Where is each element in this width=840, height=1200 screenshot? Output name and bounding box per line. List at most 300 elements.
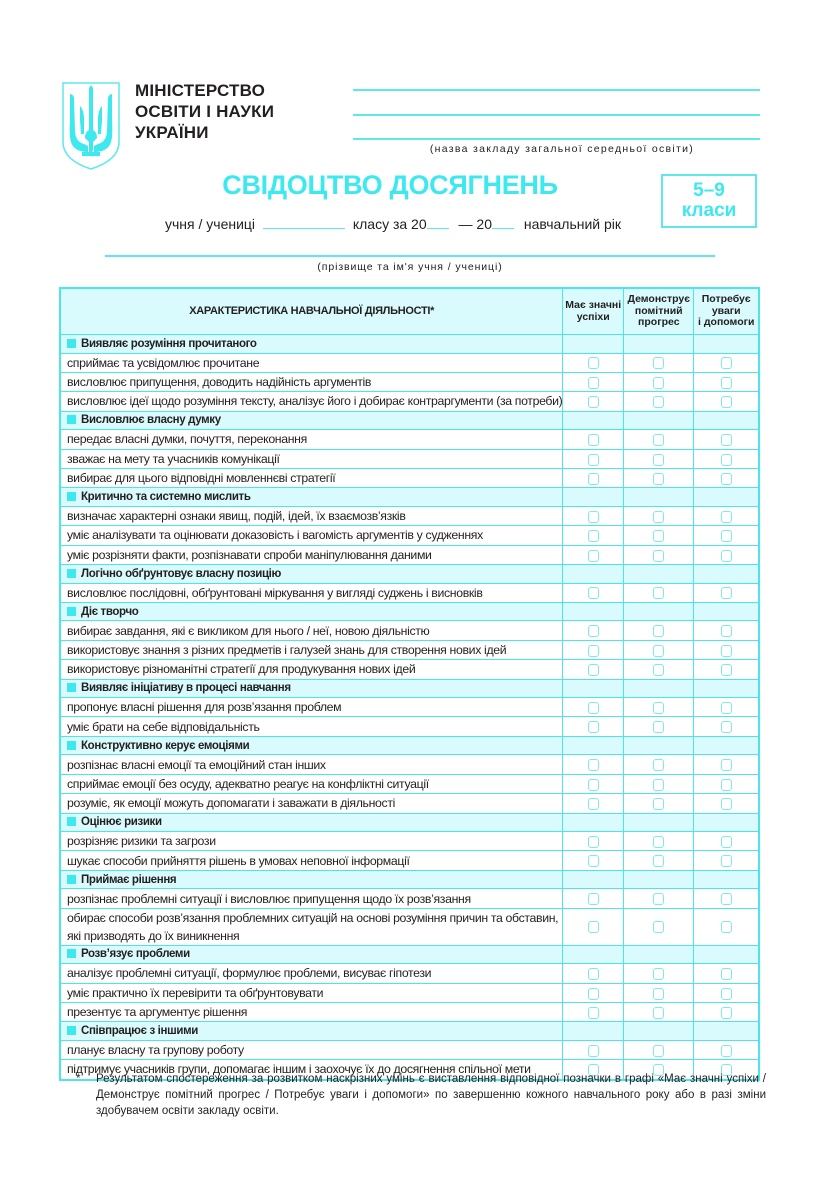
checkbox-noticeable-progress[interactable] (653, 550, 664, 562)
checkbox-cell (624, 889, 694, 908)
header-line: уваги (711, 304, 741, 317)
table-body (60, 335, 759, 1080)
checkbox-needs-help[interactable] (721, 357, 732, 369)
skill-description: сприймає та усвідомлює прочитане (60, 353, 563, 372)
table-row (60, 717, 759, 736)
checkbox-cell (694, 621, 759, 640)
checkbox-noticeable-progress[interactable] (653, 779, 664, 791)
square-bullet-icon (67, 415, 76, 424)
achievements-table (59, 287, 760, 1081)
checkbox-cell (563, 372, 624, 391)
section-row (60, 1022, 759, 1041)
section-title-cell (60, 335, 563, 354)
skill-description: висловлює ідеї щодо розуміння тексту, аналізує його і добирає контраргументи (за потреби) (60, 392, 563, 411)
section-empty-cell (694, 411, 759, 430)
checkbox-noticeable-progress[interactable] (653, 798, 664, 810)
ministry-line: ОСВІТИ І НАУКИ (135, 102, 275, 121)
grade-range-badge (661, 174, 757, 228)
checkbox-cell (563, 774, 624, 793)
checkbox-cell (694, 794, 759, 813)
section-empty-cell (563, 602, 624, 621)
section-empty-cell (694, 602, 759, 621)
checkbox-noticeable-progress[interactable] (653, 664, 664, 676)
skill-description: вибирає для цього відповідні мовленнєві стратегії (60, 468, 563, 487)
section-empty-cell (563, 335, 624, 354)
table-row (60, 889, 759, 908)
table-row (60, 449, 759, 468)
section-empty-cell (624, 411, 694, 430)
checkbox-cell (694, 392, 759, 411)
checkbox-significant-success[interactable] (588, 855, 599, 867)
square-bullet-icon (67, 817, 76, 826)
student-info-line (165, 216, 621, 232)
skill-description: розрізняє ризики та загрози (60, 832, 563, 851)
checkbox-significant-success[interactable] (588, 1045, 599, 1057)
grade-label: класи (681, 200, 737, 221)
checkbox-cell (563, 717, 624, 736)
skill-description: використовує різноманітні стратегії для продукування нових ідей (60, 660, 563, 679)
skill-description: планує власну та групову роботу (60, 1040, 563, 1059)
section-title-cell (60, 565, 563, 584)
checkbox-noticeable-progress[interactable] (653, 587, 664, 599)
checkbox-cell (624, 392, 694, 411)
checkbox-cell (624, 621, 694, 640)
checkbox-cell (563, 640, 624, 659)
section-empty-cell (563, 1022, 624, 1041)
checkbox-cell (624, 583, 694, 602)
checkbox-cell (694, 506, 759, 525)
section-title-cell (60, 870, 563, 889)
checkbox-cell (694, 964, 759, 983)
checkbox-cell (563, 964, 624, 983)
checkbox-cell (624, 964, 694, 983)
checkbox-cell (694, 545, 759, 564)
trident-emblem-icon (60, 80, 122, 172)
checkbox-cell (563, 430, 624, 449)
checkbox-cell (563, 1002, 624, 1021)
table-row (60, 698, 759, 717)
checkbox-significant-success[interactable] (588, 511, 599, 523)
checkbox-needs-help[interactable] (721, 645, 732, 657)
checkbox-needs-help[interactable] (721, 377, 732, 389)
section-row (60, 736, 759, 755)
skill-description: зважає на мету та учасників комунікації (60, 449, 563, 468)
checkbox-significant-success[interactable] (588, 798, 599, 810)
checkbox-cell (563, 621, 624, 640)
checkbox-significant-success[interactable] (588, 550, 599, 562)
section-empty-cell (624, 602, 694, 621)
table-row (60, 506, 759, 525)
student-name-line[interactable] (105, 255, 715, 257)
checkbox-needs-help[interactable] (721, 798, 732, 810)
section-title-cell (60, 736, 563, 755)
checkbox-needs-help[interactable] (721, 625, 732, 637)
table-row (60, 908, 759, 945)
section-row (60, 945, 759, 964)
checkbox-needs-help[interactable] (721, 473, 732, 485)
checkbox-significant-success[interactable] (588, 759, 599, 771)
checkbox-noticeable-progress[interactable] (653, 625, 664, 637)
skill-description: обирає способи розв’язання проблемних ситуацій на основі розуміння причин та обставин, які призводять до їх виникнення (60, 908, 563, 945)
table-row (60, 832, 759, 851)
checkbox-cell (563, 392, 624, 411)
checkbox-cell (624, 755, 694, 774)
table-row (60, 755, 759, 774)
column-header-significant-success (563, 288, 624, 335)
school-name-line[interactable] (353, 114, 760, 116)
header-line: Демонструє (627, 293, 691, 306)
year-end-blank[interactable] (492, 216, 514, 229)
section-title: Критично та системно мислить (81, 491, 251, 504)
checkbox-needs-help[interactable] (721, 530, 732, 542)
skill-description: сприймає емоції без осуду, адекватно реагує на конфліктні ситуації (60, 774, 563, 793)
checkbox-significant-success[interactable] (588, 664, 599, 676)
checkbox-cell (624, 794, 694, 813)
section-title: Оцінює ризики (81, 816, 162, 829)
document-title: СВІДОЦТВО ДОСЯГНЕНЬ (222, 170, 558, 200)
section-title: Виявляє розуміння прочитаного (81, 337, 257, 350)
checkbox-cell (624, 430, 694, 449)
table-row (60, 583, 759, 602)
table-row (60, 1040, 759, 1059)
checkbox-cell (694, 583, 759, 602)
section-empty-cell (563, 870, 624, 889)
checkbox-noticeable-progress[interactable] (653, 396, 664, 408)
ministry-name (135, 80, 274, 143)
skill-description: підтримує учасників групи, допомагає іншим і заохочує їх до досягнення спільної мети (60, 1060, 563, 1080)
checkbox-significant-success[interactable] (588, 968, 599, 980)
table-row (60, 372, 759, 391)
year-start-blank[interactable] (427, 216, 449, 229)
section-title-cell (60, 813, 563, 832)
grade-range: 5–9 (693, 180, 725, 201)
checkbox-noticeable-progress[interactable] (653, 921, 664, 933)
checkbox-noticeable-progress[interactable] (653, 988, 664, 1000)
checkbox-significant-success[interactable] (588, 921, 599, 933)
checkbox-cell (563, 660, 624, 679)
table-row (60, 468, 759, 487)
checkbox-noticeable-progress[interactable] (653, 836, 664, 848)
table-row (60, 1002, 759, 1021)
section-empty-cell (694, 736, 759, 755)
section-title: Висловлює власну думку (81, 414, 221, 427)
checkbox-cell (694, 468, 759, 487)
checkbox-needs-help[interactable] (721, 396, 732, 408)
checkbox-cell (563, 583, 624, 602)
checkbox-noticeable-progress[interactable] (653, 473, 664, 485)
checkbox-cell (563, 353, 624, 372)
checkbox-needs-help[interactable] (721, 702, 732, 714)
section-empty-cell (624, 945, 694, 964)
checkbox-cell (694, 372, 759, 391)
skill-description: вибирає завдання, які є викликом для нього / неї, новою діяльністю (60, 621, 563, 640)
header-line: Потребує (701, 293, 751, 306)
section-row (60, 602, 759, 621)
checkbox-cell (624, 698, 694, 717)
checkbox-needs-help[interactable] (721, 968, 732, 980)
section-empty-cell (694, 565, 759, 584)
skill-description: використовує знання з різних предметів і галузей знань для створення нових ідей (60, 640, 563, 659)
student-prefix: учня / учениці (165, 216, 256, 232)
checkbox-needs-help[interactable] (721, 1045, 732, 1057)
skill-description: розуміє, як емоції можуть допомагати і заважати в діяльності (60, 794, 563, 813)
checkbox-noticeable-progress[interactable] (653, 645, 664, 657)
checkbox-cell (624, 468, 694, 487)
section-row (60, 488, 759, 507)
section-empty-cell (563, 679, 624, 698)
checkbox-significant-success[interactable] (588, 702, 599, 714)
checkbox-noticeable-progress[interactable] (653, 1007, 664, 1019)
checkbox-needs-help[interactable] (721, 550, 732, 562)
checkbox-cell (694, 640, 759, 659)
square-bullet-icon (67, 492, 76, 501)
section-row (60, 813, 759, 832)
skill-description: аналізує проблемні ситуації, формулює проблеми, висуває гіпотези (60, 964, 563, 983)
square-bullet-icon (67, 741, 76, 750)
checkbox-needs-help[interactable] (721, 988, 732, 1000)
section-title-cell (60, 945, 563, 964)
skill-description: визначає характерні ознаки явищ, подій, ідей, їх взаємозв’язків (60, 506, 563, 525)
checkbox-noticeable-progress[interactable] (653, 1045, 664, 1057)
skill-description: висловлює послідовні, обґрунтовані міркування у вигляді суджень і висновків (60, 583, 563, 602)
section-row (60, 679, 759, 698)
checkbox-significant-success[interactable] (588, 1007, 599, 1019)
section-empty-cell (694, 945, 759, 964)
checkbox-noticeable-progress[interactable] (653, 968, 664, 980)
table-row (60, 983, 759, 1002)
footnote-marker: * (76, 1073, 81, 1085)
checkbox-cell (563, 794, 624, 813)
section-row (60, 411, 759, 430)
checkbox-cell (563, 908, 624, 945)
skill-description: шукає способи прийняття рішень в умовах неповної інформації (60, 851, 563, 870)
checkbox-needs-help[interactable] (721, 836, 732, 848)
section-row (60, 335, 759, 354)
checkbox-cell (624, 372, 694, 391)
square-bullet-icon (67, 339, 76, 348)
checkbox-cell (624, 983, 694, 1002)
section-row (60, 870, 759, 889)
checkbox-needs-help[interactable] (721, 587, 732, 599)
section-empty-cell (694, 488, 759, 507)
checkbox-cell (624, 832, 694, 851)
checkbox-significant-success[interactable] (588, 625, 599, 637)
footnote (76, 1071, 766, 1119)
section-empty-cell (563, 813, 624, 832)
checkbox-needs-help[interactable] (721, 664, 732, 676)
checkbox-significant-success[interactable] (588, 434, 599, 446)
square-bullet-icon (67, 1026, 76, 1035)
checkbox-cell (563, 506, 624, 525)
checkbox-cell (563, 889, 624, 908)
section-empty-cell (624, 679, 694, 698)
section-empty-cell (694, 679, 759, 698)
checkbox-noticeable-progress[interactable] (653, 855, 664, 867)
class-blank[interactable] (263, 216, 345, 229)
checkbox-needs-help[interactable] (721, 1007, 732, 1019)
checkbox-significant-success[interactable] (588, 721, 599, 733)
checkbox-cell (694, 774, 759, 793)
section-empty-cell (563, 565, 624, 584)
table-row (60, 640, 759, 659)
checkbox-cell (563, 698, 624, 717)
checkbox-cell (694, 660, 759, 679)
checkbox-cell (563, 983, 624, 1002)
checkbox-cell (694, 526, 759, 545)
skill-description: пропонує власні рішення для розв’язання проблем (60, 698, 563, 717)
checkbox-cell (694, 983, 759, 1002)
checkbox-cell (694, 908, 759, 945)
table-row (60, 430, 759, 449)
section-empty-cell (624, 870, 694, 889)
checkbox-cell (624, 353, 694, 372)
ministry-line: УКРАЇНИ (135, 123, 209, 142)
checkbox-cell (694, 889, 759, 908)
checkbox-cell (694, 430, 759, 449)
checkbox-needs-help[interactable] (721, 454, 732, 466)
checkbox-noticeable-progress[interactable] (653, 511, 664, 523)
table-row (60, 526, 759, 545)
checkbox-cell (694, 1040, 759, 1059)
checkbox-significant-success[interactable] (588, 377, 599, 389)
section-empty-cell (624, 1022, 694, 1041)
section-title: Логічно обґрунтовує власну позицію (81, 567, 281, 580)
skill-description: уміє практично їх перевірити та обґрунтовувати (60, 983, 563, 1002)
section-title-cell (60, 679, 563, 698)
checkbox-significant-success[interactable] (588, 779, 599, 791)
checkbox-cell (624, 660, 694, 679)
table-row (60, 851, 759, 870)
checkbox-noticeable-progress[interactable] (653, 454, 664, 466)
table-row (60, 964, 759, 983)
checkbox-significant-success[interactable] (588, 587, 599, 599)
square-bullet-icon (67, 569, 76, 578)
checkbox-noticeable-progress[interactable] (653, 759, 664, 771)
checkbox-cell (563, 468, 624, 487)
checkbox-significant-success[interactable] (588, 893, 599, 905)
checkbox-significant-success[interactable] (588, 645, 599, 657)
section-title: Співпрацює з іншими (81, 1025, 198, 1038)
checkbox-cell (624, 449, 694, 468)
checkbox-needs-help[interactable] (721, 893, 732, 905)
checkbox-cell (624, 526, 694, 545)
skill-description: уміє розрізняти факти, розпізнавати спроби маніпулювання даними (60, 545, 563, 564)
skill-description: розпізнає власні емоції та емоційний стан інших (60, 755, 563, 774)
section-empty-cell (624, 565, 694, 584)
checkbox-cell (624, 717, 694, 736)
checkbox-cell (694, 449, 759, 468)
table-row (60, 545, 759, 564)
checkbox-cell (694, 698, 759, 717)
checkbox-needs-help[interactable] (721, 759, 732, 771)
class-for-year-label: класу за 20 (352, 216, 427, 232)
checkbox-cell (563, 526, 624, 545)
checkbox-significant-success[interactable] (588, 454, 599, 466)
checkbox-noticeable-progress[interactable] (653, 530, 664, 542)
header-line: прогрес (638, 316, 680, 329)
year-dash-label: — 20 (458, 216, 492, 232)
checkbox-noticeable-progress[interactable] (653, 377, 664, 389)
section-empty-cell (694, 870, 759, 889)
checkbox-needs-help[interactable] (721, 921, 732, 933)
checkbox-cell (563, 449, 624, 468)
academic-year-label: навчальний рік (523, 216, 622, 232)
checkbox-cell (563, 545, 624, 564)
section-title: Діє творчо (81, 605, 139, 618)
skill-description: розпізнає проблемні ситуації і висловлює припущення щодо їх розв’язання (60, 889, 563, 908)
section-title: Виявляє ініціативу в процесі навчання (81, 682, 291, 695)
checkbox-cell (694, 1002, 759, 1021)
section-row (60, 565, 759, 584)
section-title: Приймає рішення (81, 873, 177, 886)
table-row (60, 392, 759, 411)
checkbox-needs-help[interactable] (721, 855, 732, 867)
header-line: Має значні (565, 299, 622, 311)
checkbox-noticeable-progress[interactable] (653, 721, 664, 733)
checkbox-cell (694, 755, 759, 774)
skill-description: уміє аналізувати та оцінювати доказовість і вагомість аргументів у судженнях (60, 526, 563, 545)
checkbox-cell (624, 506, 694, 525)
checkbox-cell (624, 545, 694, 564)
checkbox-cell (694, 851, 759, 870)
column-header-needs-help (694, 288, 759, 335)
header-line: успіхи (576, 310, 610, 323)
checkbox-cell (624, 1002, 694, 1021)
checkbox-needs-help[interactable] (721, 779, 732, 791)
checkbox-needs-help[interactable] (721, 434, 732, 446)
checkbox-noticeable-progress[interactable] (653, 357, 664, 369)
checkbox-needs-help[interactable] (721, 721, 732, 733)
checkbox-significant-success[interactable] (588, 396, 599, 408)
skill-description: передає власні думки, почуття, переконання (60, 430, 563, 449)
column-header-noticeable-progress (624, 288, 694, 335)
checkbox-significant-success[interactable] (588, 836, 599, 848)
checkbox-cell (563, 755, 624, 774)
square-bullet-icon (67, 875, 76, 884)
checkbox-noticeable-progress[interactable] (653, 434, 664, 446)
section-title-cell (60, 488, 563, 507)
checkbox-significant-success[interactable] (588, 988, 599, 1000)
checkbox-noticeable-progress[interactable] (653, 893, 664, 905)
checkbox-significant-success[interactable] (588, 357, 599, 369)
checkbox-cell (563, 851, 624, 870)
school-name-line[interactable] (353, 89, 760, 91)
section-empty-cell (624, 736, 694, 755)
student-name-caption: (прізвище та ім'я учня / учениці) (317, 261, 503, 273)
ministry-line: МІНІСТЕРСТВО (135, 81, 266, 100)
section-title: Розв’язує проблеми (81, 948, 190, 961)
section-empty-cell (563, 488, 624, 507)
table-row (60, 660, 759, 679)
table-row (60, 794, 759, 813)
checkbox-needs-help[interactable] (721, 511, 732, 523)
checkbox-cell (694, 717, 759, 736)
checkbox-cell (694, 832, 759, 851)
checkbox-cell (624, 1040, 694, 1059)
skill-description: презентує та аргументує рішення (60, 1002, 563, 1021)
checkbox-cell (563, 832, 624, 851)
checkbox-noticeable-progress[interactable] (653, 702, 664, 714)
school-name-line[interactable] (353, 138, 760, 140)
checkbox-significant-success[interactable] (588, 530, 599, 542)
checkbox-cell (624, 640, 694, 659)
checkbox-significant-success[interactable] (588, 473, 599, 485)
footnote-text: Результатом спостереження за розвитком наскрізних умінь є виставлення відповідної позначки в графі «Має значні успіхи / Демонструє помітний прогрес / Потребує уваги і допомоги» по завершенню кожного навчального року або в разі зміни здобувачем освіти закладу освіти. (96, 1073, 766, 1117)
section-empty-cell (624, 335, 694, 354)
section-empty-cell (563, 736, 624, 755)
section-title: Конструктивно керує емоціями (81, 739, 250, 752)
section-empty-cell (563, 945, 624, 964)
